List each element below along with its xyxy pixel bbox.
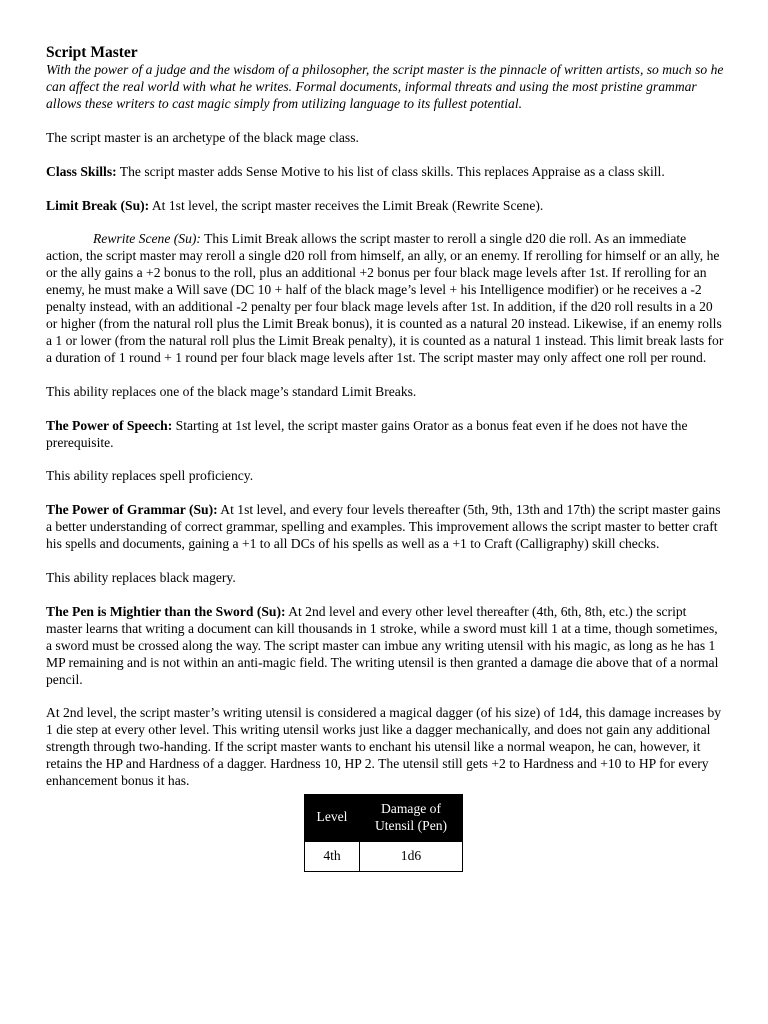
replaces-spell-proficiency-paragraph: This ability replaces spell proficiency.	[46, 468, 254, 484]
power-of-speech-label: The Power of Speech:	[46, 417, 173, 433]
power-of-grammar-label: The Power of Grammar (Su):	[46, 502, 218, 518]
class-skills-label: Class Skills:	[46, 163, 117, 179]
rewrite-scene-text: This Limit Break allows the script master to reroll a single d20 die roll. As an immediate action, the script master may reroll a single d20 roll from himself, an ally, or an enemy. If rerolling for himself or an ally, he or the ally gains a +2 bonus to the roll, plus an additional +2 bonus per four black mage levels after 1st. If rerolling for an enemy, he must make a Will save (DC 10 + half of the black mage’s level + his Intelligence modifier) or he receives a -2 penalty instead, with an additional -2 penalty per four black mage levels after 1st. In addition, if the d20 roll results in a 20 or higher (from the natural roll plus the Limit Break bonus), it is counted as a natural 20 instead. Likewise, if an enemy rolls a 1 or lower (from the natural roll plus the Limit Break penalty), it is counted as a natural 1 instead. This limit break lasts for a duration of 1 round + 1 round per four black mage levels after 1st. The script master may only affect one roll per round.	[46, 231, 724, 365]
class-skills-paragraph	[46, 164, 726, 181]
table-header-row	[305, 795, 463, 842]
section-title: Script Master	[46, 44, 138, 61]
document-page	[46, 44, 726, 872]
replaces-black-magery-paragraph: This ability replaces black magery.	[46, 570, 236, 586]
power-of-grammar-paragraph	[46, 502, 726, 553]
damage-table	[304, 794, 463, 872]
pen-mightier-text: At 2nd level and every other level thereafter (4th, 6th, 8th, etc.) the script master learns that writing a document can kill thousands in 1 stroke, while a sword must kill 1 at a time, though sometimes, a sword must be crossed along the way. The script master can imbue any writing utensil with his magic, as long as he has 1 MP remaining and is not within an anti-magic field. The writing utensil is then granted a damage die above that of a normal pencil.	[46, 603, 719, 687]
limit-break-text: At 1st level, the script master receives the Limit Break (Rewrite Scene).	[149, 197, 544, 213]
utensil-paragraph: At 2nd level, the script master’s writing utensil is considered a magical dagger (of his size) of 1d4, this damage increases by 1 die step at every other level. This writing utensil works just like a dagger mechanically, and does not gain any additional strength through two-handing. If the script master wants to enchant his utensil like a normal weapon, he can, however, it retains the HP and Hardness of a dagger. Hardness 10, HP 2. The utensil still gets +2 to Hardness and +10 to HP for every enhancement bonus it has.	[46, 705, 722, 789]
damage-column-header: Damage of Utensil (Pen)	[360, 795, 463, 842]
table-row	[305, 841, 463, 871]
power-of-speech-text: Starting at 1st level, the script master gains Orator as a bonus feat even if he does not have the prerequisite.	[46, 417, 688, 450]
level-column-header: Level	[305, 795, 360, 842]
archetype-paragraph: The script master is an archetype of the black mage class.	[46, 129, 359, 145]
limit-break-paragraph	[46, 198, 726, 215]
replaces-limit-breaks-paragraph: This ability replaces one of the black mage’s standard Limit Breaks.	[46, 383, 417, 399]
power-of-grammar-text: At 1st level, and every four levels thereafter (5th, 9th, 13th and 17th) the script master gains a better understanding of correct grammar, spelling and examples. This improvement allows the script master to better craft his spells and documents, gaining a +1 to all DCs of his spells as well as a +1 to Craft (Calligraphy) skill checks.	[46, 502, 721, 552]
limit-break-label: Limit Break (Su):	[46, 197, 150, 213]
rewrite-scene-label: Rewrite Scene (Su):	[93, 231, 201, 247]
damage-cell: 1d6	[360, 841, 463, 871]
pen-mightier-paragraph	[46, 604, 726, 689]
pen-mightier-label: The Pen is Mightier than the Sword (Su):	[46, 603, 286, 619]
class-skills-text: The script master adds Sense Motive to his list of class skills. This replaces Appraise as a class skill.	[116, 163, 665, 179]
level-cell: 4th	[305, 841, 360, 871]
rewrite-scene-paragraph	[46, 231, 726, 366]
intro-paragraph: With the power of a judge and the wisdom of a philosopher, the script master is the pinnacle of written artists, so much so he can affect the real world with what he writes. Formal documents, informal threats and using the most pristine grammar allows these writers to cast magic simply from utilizing language to its fullest potential.	[46, 62, 724, 111]
power-of-speech-paragraph	[46, 418, 726, 452]
